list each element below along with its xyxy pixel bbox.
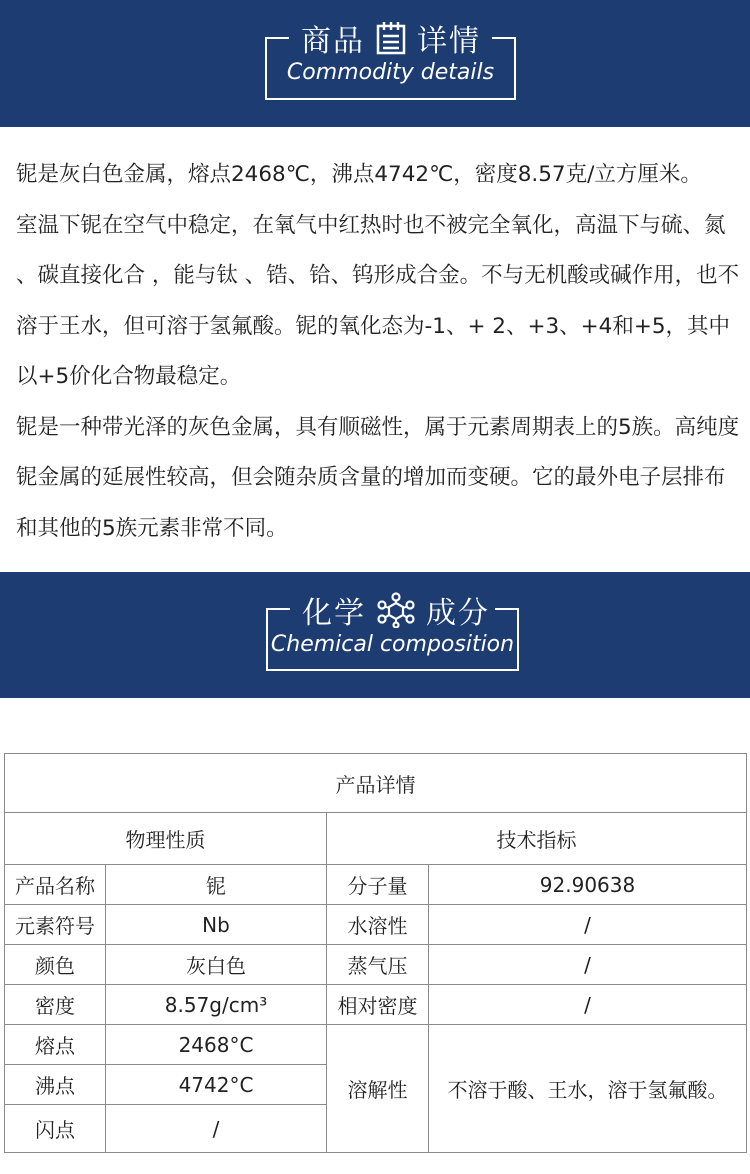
spec-label: 水溶性 <box>327 905 429 945</box>
property-label: 颜色 <box>5 945 106 985</box>
chemical-composition-banner <box>0 572 750 698</box>
product-description <box>16 150 746 554</box>
frame-top-right <box>495 608 519 610</box>
technical-specs-header: 技术指标 <box>327 813 747 865</box>
spec-label: 分子量 <box>327 865 429 905</box>
table-row <box>5 985 747 1025</box>
notepad-icon <box>375 21 407 55</box>
property-label: 熔点 <box>5 1025 106 1065</box>
title-left: 商品 <box>301 24 365 59</box>
table-row <box>5 905 747 945</box>
physical-properties-header: 物理性质 <box>5 813 327 865</box>
description-paragraph: 铌是灰白色金属，熔点2468℃，沸点4742℃，密度8.57克/立方厘米。 <box>16 162 702 187</box>
property-label: 产品名称 <box>5 865 106 905</box>
spec-value: / <box>429 905 747 945</box>
title-right: 详情 <box>417 24 481 59</box>
title-left: 化学 <box>302 596 366 631</box>
description-paragraph: 铌是一种带光泽的灰色金属，具有顺磁性，属于元素周期表上的5族。高纯度铌金属的延展性较高，但会随杂质含量的增加而变硬。它的最外电子层排布和其他的5族元素非常不同。 <box>16 414 740 541</box>
table-row <box>5 865 747 905</box>
description-paragraph: 室温下铌在空气中稳定，在氧气中红热时也不被完全氧化，高温下与硫、氮 、碳直接化合 ，能与钛 、锆、铪、钨形成合金。不与无机酸或碱作用，也不溶于王水，但可溶于氢氟酸。铌的氧化态为-1、+ 2、+3、+4和+5，其中以+5价化合物最稳定。 <box>16 212 740 389</box>
property-label: 元素符号 <box>5 905 106 945</box>
molecule-icon <box>376 592 416 628</box>
property-label: 密度 <box>5 985 106 1025</box>
property-value: 灰白色 <box>106 945 327 985</box>
property-label: 闪点 <box>5 1105 106 1153</box>
table-row <box>5 1025 747 1065</box>
table-title: 产品详情 <box>5 754 747 813</box>
property-value: 铌 <box>106 865 327 905</box>
section-title <box>301 16 481 60</box>
section-subtitle: Commodity details <box>286 60 495 85</box>
frame-top-right <box>492 37 516 39</box>
spec-label: 蒸气压 <box>327 945 429 985</box>
title-right: 成分 <box>426 596 490 631</box>
spec-label: 相对密度 <box>327 985 429 1025</box>
table-row <box>5 945 747 985</box>
solubility-value: 不溶于酸、王水，溶于氢氟酸。 <box>429 1025 747 1153</box>
property-label: 沸点 <box>5 1065 106 1105</box>
solubility-label: 溶解性 <box>327 1025 429 1153</box>
property-value: 4742°C <box>106 1065 327 1105</box>
property-value: 2468°C <box>106 1025 327 1065</box>
spec-value: 92.90638 <box>429 865 747 905</box>
product-spec-table <box>4 753 747 1153</box>
property-value: / <box>106 1105 327 1153</box>
commodity-details-banner <box>0 0 750 127</box>
section-subtitle: Chemical composition <box>270 632 515 657</box>
frame-top-left <box>265 37 289 39</box>
table-header-row <box>5 813 747 865</box>
table-title-row <box>5 754 747 813</box>
spec-value: / <box>429 985 747 1025</box>
spec-value: / <box>429 945 747 985</box>
frame-top-left <box>266 608 290 610</box>
section-title <box>302 588 490 632</box>
property-value: Nb <box>106 905 327 945</box>
property-value: 8.57g/cm³ <box>106 985 327 1025</box>
